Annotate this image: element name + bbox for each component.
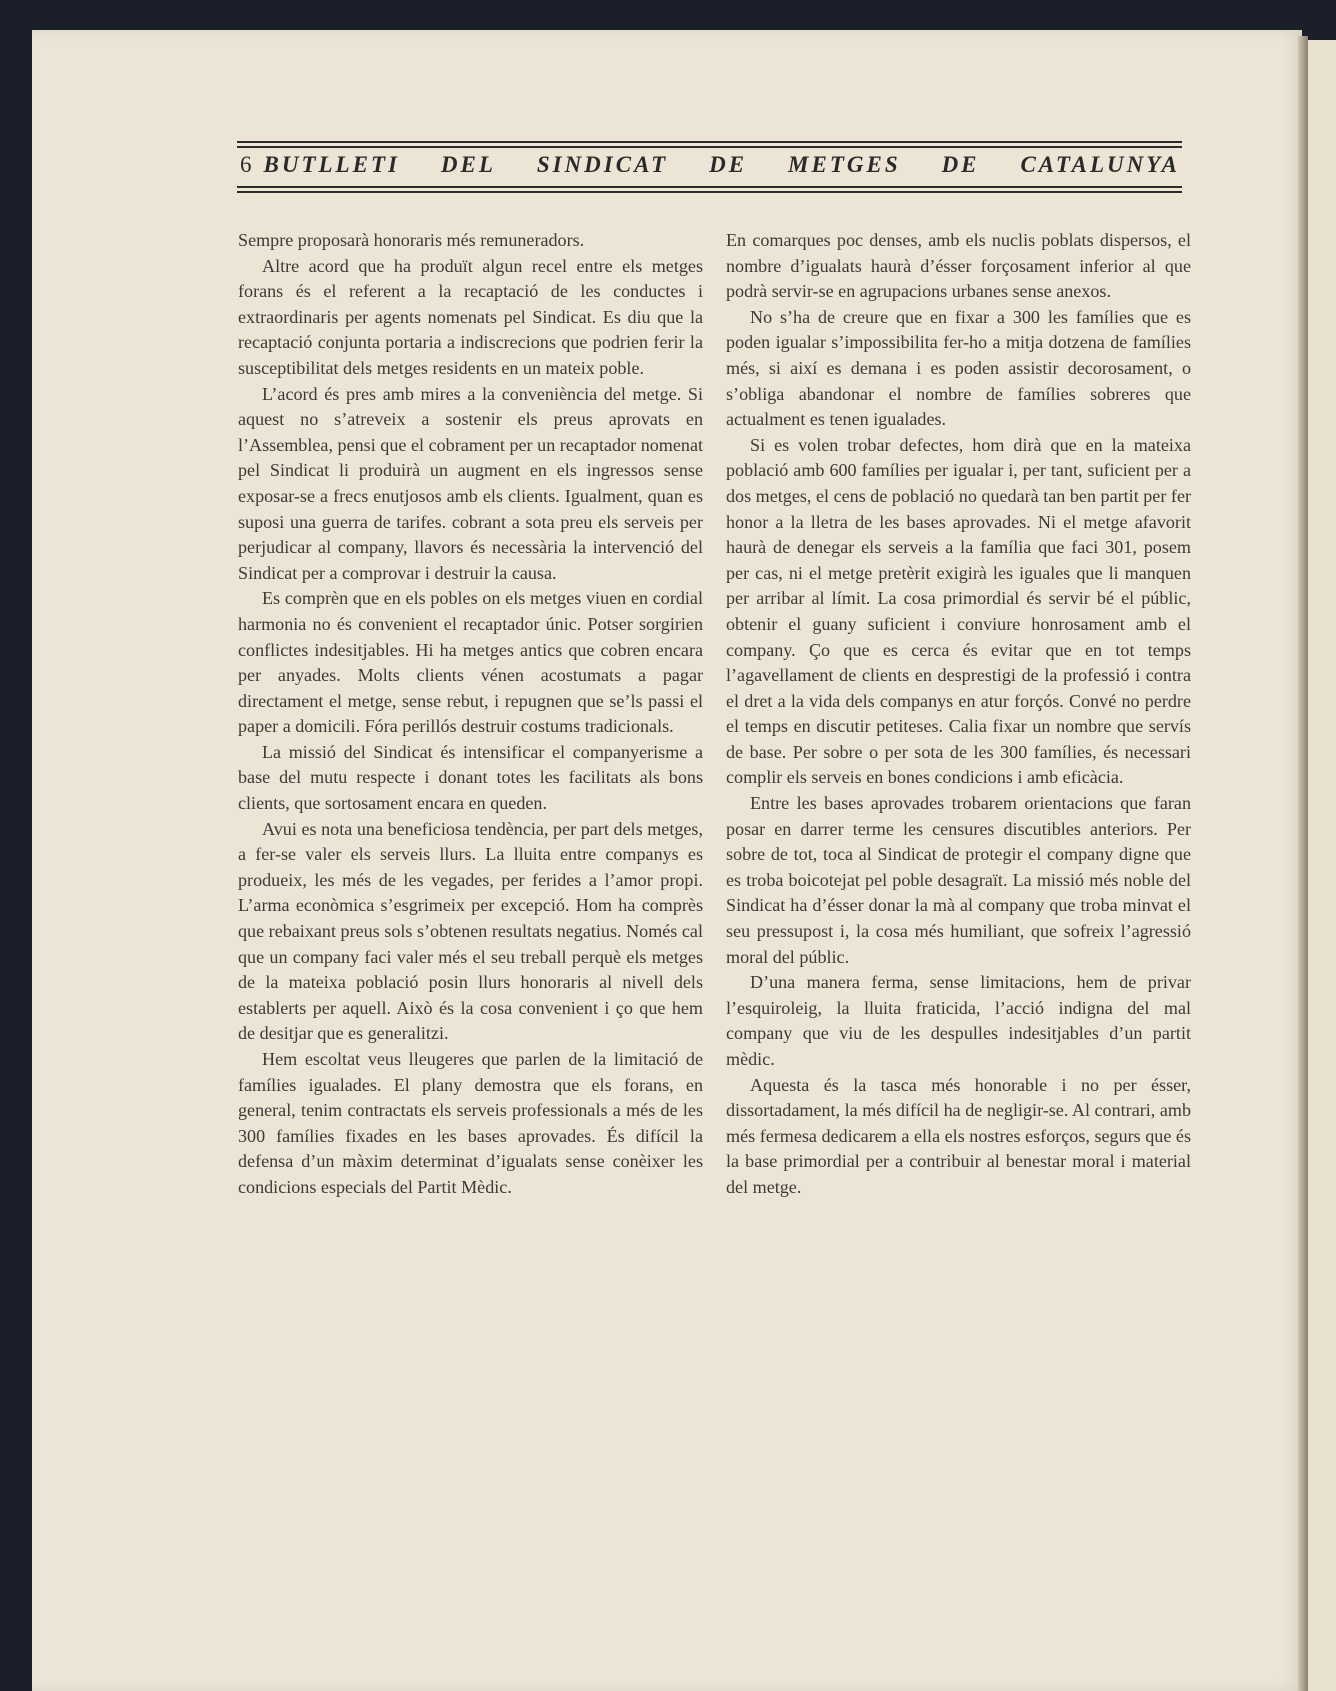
paragraph: Altre acord que ha produït algun recel entre els metges forans és el referent a la recaptació de les conductes i extraordinaris per agents nomenats pel Sindicat. Es diu que la recaptació conjunta portaria a indiscrecions que podrien ferir la susceptibilitat dels metges residents en un mateix poble. [238,255,703,378]
title-word: CATALUNYA [1020,152,1180,177]
header-rule-bottom [237,186,1182,188]
paragraph: Avui es nota una beneficiosa tendència, per part dels metges, a fer-se valer els serveis llurs. La lluita entre companys es produeix, les més de les vegades, per ferides a l’amor propi. L’arma econòmica s’esgrimeix per excepció. Hom ha comprès que rebaixant preus sols s’obtenen resultats negatius. Només cal que un company faci valer més el seu treball perquè els metges de la mateixa població posin llurs honoraris al nivell dels establerts per aquell. Això és la cosa convenient i ço que hem de desitjar que es generalitzi. [238,818,703,1044]
title-word: SINDICAT [536,152,669,177]
paragraph: Aquesta és la tasca més honorable i no per ésser, dissortadament, la més difícil ha de negligir-se. Al contrari, amb més fermesa dedicarem a ella els nostres esforços, segurs que és la base primordial per a contribuir al benestar moral i material del metge. [726,1074,1191,1197]
title-word: METGES [788,152,901,177]
page-number: 6 [240,152,252,177]
paragraph: La missió del Sindicat és intensificar el companyerisme a base del mutu respecte i donant totes les facilitats als bons clients, que sortosament encara en queden. [238,741,703,814]
header-rule-top [237,141,1182,143]
paragraph: D’una manera ferma, sense limitacions, hem de privar l’esquiroleig, la lluita fraticida, l’acció indigna del mal company que viu de les despulles indesitjables d’un partit mèdic. [726,972,1191,1069]
title-word: DEL [440,152,496,177]
adjacent-page-edge [1308,40,1336,1691]
left-column [238,228,703,1201]
header-rule-top-inner [237,146,1182,148]
paragraph: Es comprèn que en els pobles on els metges viuen en cordial harmonia no és convenient el recaptador únic. Potser sorgirien conflictes indesitjables. Hi ha metges antics que cobren encara per anyades. Molts clients vénen acostumats a pagar directament el metge, sense rebut, i repugnen que se’ls passi el paper a domicili. Fóra perillós destruir costums tradicionals. [238,588,703,737]
paragraph: Sempre proposarà honoraris més remuneradors. [238,230,585,250]
right-column [726,228,1191,1201]
title-word: BUTLLETI [263,152,400,177]
title-word: DE [709,152,748,177]
paragraph: L’acord és pres amb mires a la conveniència del metge. Si aquest no s’atreveix a sostenir els preus aprovats en l’Assemblea, pensi que el cobrament per un recaptador nomenat pel Sindicat li produirà un augment en els ingressos sense exposar-se a frecs enutjosos amb els clients. Igualment, quan es suposi una guerra de tarifes. cobrant a sota preu els serveis per perjudicar al company, llavors és necessària la intervenció del Sindicat per a comprovar i destruir la causa. [238,383,703,583]
paragraph: Entre les bases aprovades trobarem orientacions que faran posar en darrer terme les censures discutibles anteriors. Per sobre de tot, toca al Sindicat de protegir el company digne que es troba boicotejat pel poble desagraït. La missió més noble del Sindicat ha d’ésser donar la mà al company que troba minvat el seu pressupost i, la cosa més humiliant, que sofreix l’agressió moral del públic. [726,793,1191,967]
running-header [240,152,1180,178]
paragraph: Si es volen trobar defectes, hom dirà que en la mateixa població amb 600 famílies per igualar i, per tant, suficient per a dos metges, el cens de població no quedarà tan ben partit per fer honor a la lletra de les bases aprovades. Ni el metge afavorit haurà de denegar els serveis a la família que faci 301, posem per cas, ni el metge pretèrit exigirà les iguales que li manquen per arribar al límit. La cosa primordial és servir bé el públic, obtenir el guany suficient i conviure honrosament amb el company. Ço que es cerca és evitar que en tot temps l’agavellament de clients en desprestigi de la professió i contra el dret a la vida dels companys en atur forçós. Convé no perdre el temps en discutir petiteses. Calia fixar un nombre que servís de base. Per sobre o per sota de les 300 famílies, és necessari complir els serveis en bones condicions i amb eficàcia. [726,434,1191,788]
header-rule-bottom-inner [237,191,1182,193]
journal-title [264,152,1181,178]
paragraph: No s’ha de creure que en fixar a 300 les famílies que es poden igualar s’impossibilita fer-ho a mitja dotzena de famílies més, si així es demana i es poden assistir decorosament, o s’obliga abandonar el nombre de famílies sobreres que actualment es tenen igualades. [726,306,1191,430]
paragraph: Hem escoltat veus lleugeres que parlen de la limitació de famílies igualades. El plany demostra que els forans, en general, tenim contractats els serveis professionals a més de les 300 famílies fixades en les bases aprovades. És difícil la defensa d’un màxim determinat d’igualats sense conèixer les condicions especials del Partit Mèdic. [238,1049,703,1197]
paragraph: En comarques poc denses, amb els nuclis poblats dispersos, el nombre d’igualats haurà d’ésser forçosament inferior al que podrà servir-se en agrupacions urbanes sense anexos. [726,230,1191,302]
title-word: DE [941,152,980,177]
page-fold [1298,36,1308,1691]
